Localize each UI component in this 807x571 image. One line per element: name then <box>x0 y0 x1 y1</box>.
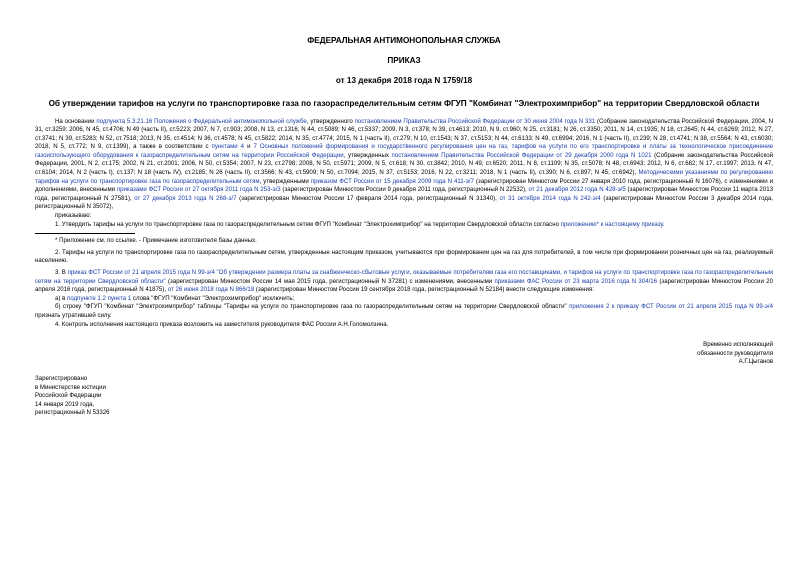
link-fst-order-268[interactable]: от 27 декабря 2013 года N 268-э/7 <box>134 194 237 202</box>
preamble-text: и <box>244 143 254 151</box>
link-subitem-1-2[interactable]: подпункте 1.2 пункта 1 <box>67 294 132 302</box>
document-date-number: от 13 декабря 2018 года N 1759/18 <box>335 76 473 85</box>
preamble-text: , утвержденными <box>259 177 311 185</box>
preamble-text: (Собрание законодательства Российской Федерации, 2004, N 31, ст.3259; 2006, N 45, ст.4706; N 49 (часть II), ст.5223; 2007, N 7, ст.903; 2008, N 13, ст.1316; N 44, ст.5089; N 46, ст.5337; 2009, N 3, ст.378; N 39, ст.4613; 2010, N 9, ст.960; N 25, ст.3181; N 26, ст.3350; 2011, N 14, ст.1935; N 18, ст.2645; N 44, ст.6269; 2012, N 27, ст.3741; N 39, ст.5283; N 52, ст.7518; 2013, N 35, ст.4514; N 36, ст.4578; N 45, ст.5822; 2014, N 35, ст.4774; 2015, N 1 (часть II), ст.279; N 10, ст.1543; N 37, ст.5153; N 44, ст.6133; N 49, ст.6994; 2016, N 1 (часть II), ст.239; N 28, ст.4741; N 38, ст.5564; N 43, ст.6030; 2018, N 5, ст.772; N 9, ст.1399), а также в соответствии с <box>35 117 773 151</box>
link-government-resolution-331[interactable]: постановлением Правительства Российской Федерации от 30 июня 2004 года N 331 <box>354 117 596 125</box>
signature-position-line1: Временно исполняющий <box>703 341 773 349</box>
link-fas-regulation[interactable]: подпункта 5.3.21.16 Положения о Федеральной антимонопольной службе <box>96 117 307 125</box>
preamble-text: (Собрание законодательства Российской Федерации, 2001, N 2, ст.175; 2002, N 21, ст.2001; 2006, N 50, ст.5354; 2007, N 23, ст.2798; 2008, N 50, ст.5971; 2009, N 5, ст.618; N 30, ст.3842; 2010, N 49, ст.6520; 2011, N 8, ст.1109; N 35, ст.5078; N 48, ст.6943; 2012, N 6, ст.682; N 17, ст.1997; 2013, N 47, ст.6104; 2014, N 2 (часть I), ст.137; N 18 (часть IV), ст.2185; N 26 (часть II), ст.3566; N 43, ст.5909; N 50, ст.7094; 2015, N 37, ст.5153; 2016, N 22, ст.3211; 2018, N 1 (часть II), ст.390; N 6, ст.897; N 45, ст.6942), <box>35 151 773 177</box>
footnote-divider <box>35 233 135 234</box>
item-1 <box>35 221 773 230</box>
registration-line: регистрационный N 53326 <box>35 409 110 417</box>
item-3b <box>35 303 773 320</box>
link-fst-order-253[interactable]: приказами ФСТ России от 27 октября 2011 года N 253-э/3 <box>116 186 281 194</box>
link-items-4[interactable]: пунктами 4 <box>211 143 245 151</box>
preamble-text: , утвержденного <box>306 117 355 125</box>
preamble-text: (зарегистрирован Минюстом России 11 марта 2013 года, регистрационный N 27581), <box>35 186 773 202</box>
item-text: (зарегистрирован Минюстом России 14 мая 2015 года, регистрационный N 37281) с изменениями, внесенными <box>165 277 495 285</box>
signature-block <box>35 341 773 367</box>
item-text: признать утратившей силу. <box>35 311 112 319</box>
document-body <box>35 118 773 330</box>
registration-block <box>35 375 773 418</box>
preamble-paragraph <box>35 118 773 213</box>
item-text: 3. В <box>55 269 68 276</box>
document-title: Об утверждении тарифов на услуги по транспортировке газа по газораспределительным сетям ФГУП "Комбинат "Электрохимприбор" на территории Свердловской области <box>48 99 760 108</box>
signature-position-line2: обязанности руководителя <box>697 349 773 357</box>
registration-line: Российской Федерации <box>35 392 102 400</box>
link-government-resolution-1021[interactable]: постановлением Правительства Российской Федерации от 29 декабря 2000 года N 1021 <box>391 151 652 159</box>
registration-line: 14 января 2019 года, <box>35 400 95 408</box>
preamble-text: На основании <box>55 117 97 125</box>
item-4: 4. Контроль исполнения настоящего приказа возложить на заместителя руководителя ФАС России А.Н.Голомолзина. <box>55 320 389 328</box>
link-fst-order-242[interactable]: от 31 октября 2014 года N 242-э/4 <box>499 194 601 202</box>
document-type: ПРИКАЗ <box>387 56 421 65</box>
signature-name: А.Г.Цыганов <box>738 358 773 366</box>
registration-line: Зарегистрировано <box>35 374 88 382</box>
item-text: (зарегистрирован Минюстом России 19 сентября 2018 года, регистрационный N 52184) внести следующие изменения: <box>254 286 594 294</box>
item-text: слова "ФГУП "Комбинат "Электрохимприбор" исключить; <box>131 294 295 302</box>
item-text: . <box>662 220 665 228</box>
link-fst-order-428[interactable]: от 21 декабря 2012 года N 428-э/5 <box>528 186 626 194</box>
link-appendix[interactable]: приложению* к настоящему приказу <box>560 220 663 228</box>
link-appendix-2[interactable]: приложения 2 к приказу ФСТ России от 21 апреля 2015 года N 99-э/4 <box>569 303 774 311</box>
item-2: 2. Тарифы на услуги по транспортировке газа по газораспределительным сетям, утвержденные настоящим приказом, учитываются при формировании цен на газ для потребителей, в том числе при формировании розничных цен на газ, реализуемый населению. <box>35 248 773 265</box>
link-basic-provisions[interactable]: 7 Основных положений формирования и государственного регулирования цен на газ, тарифов на услуги по его транспортировке и платы за технологическое присоединение газоиспользующего оборудования к газораспределительным сетям на территории Российской Федерации <box>35 143 774 159</box>
item-text: (зарегистрирован Минюстом России 20 апреля 2016 года, регистрационный N 41875), <box>35 277 773 294</box>
ordered-word: приказываю: <box>55 212 92 220</box>
preamble-text: (зарегистрирован Минюстом России 3 декабря 2014 года, регистрационный N 35072), <box>35 194 773 211</box>
link-fas-order-304[interactable]: приказами ФАС России от 23 марта 2016 года N 304/16 <box>494 277 658 285</box>
registration-line: в Министерстве юстиции <box>35 383 106 391</box>
preamble-text: (зарегистрирован Минюстом России 17 февраля 2014 года, регистрационный N 31340), <box>236 194 500 202</box>
item-text: б) строку "ФГУП "Комбинат "Электрохимприбор" таблицы "Тарифы на услуги по транспортировке газа по газораспределительным сетям на территории Свердловской области" <box>55 303 570 311</box>
item-3 <box>35 269 773 295</box>
item-text: 1. Утвердить тарифы на услуги по транспортировке газа по газораспределительным сетям ФГУП "Комбинат "Электрохимприбор" на территории Свердловской области согласно <box>55 220 561 228</box>
preamble-text: (зарегистрирован Минюстом России 27 января 2010 года, регистрационный N 16076), с изменениями и дополнениями, внесенными <box>35 177 773 194</box>
preamble-text: (зарегистрирован Минюстом России 9 декабря 2011 года, регистрационный N 22532), <box>280 186 529 194</box>
preamble-text: , утвержденных <box>343 151 392 159</box>
link-methodical-guidelines[interactable]: Методическими указаниями по регулированию тарифов на услуги по транспортировке газа по газораспределительным сетям <box>35 169 774 185</box>
link-fst-order-411[interactable]: приказом ФСТ России от 15 декабря 2009 года N 411-э/7 <box>310 177 474 185</box>
footnote: * Приложение см. по ссылке. - Примечание изготовителя базы данных. <box>55 237 257 245</box>
document-page <box>35 32 773 418</box>
link-fst-order-99[interactable]: приказ ФСТ России от 21 апреля 2015 года N 99-э/4 "Об утверждении размера платы за снабженческо-сбытовые услуги, оказываемые потребителям газа его поставщиками, и тарифов на услуги по транспортировке газа по газораспределительным сетям на территории Свердловской области" <box>35 269 773 285</box>
item-text: а) в <box>55 294 68 302</box>
item-3a <box>35 295 773 304</box>
link-fas-order-866[interactable]: от 26 июня 2018 года N 866/18 <box>167 286 255 294</box>
agency-name: ФЕДЕРАЛЬНАЯ АНТИМОНОПОЛЬНАЯ СЛУЖБА <box>307 36 501 45</box>
